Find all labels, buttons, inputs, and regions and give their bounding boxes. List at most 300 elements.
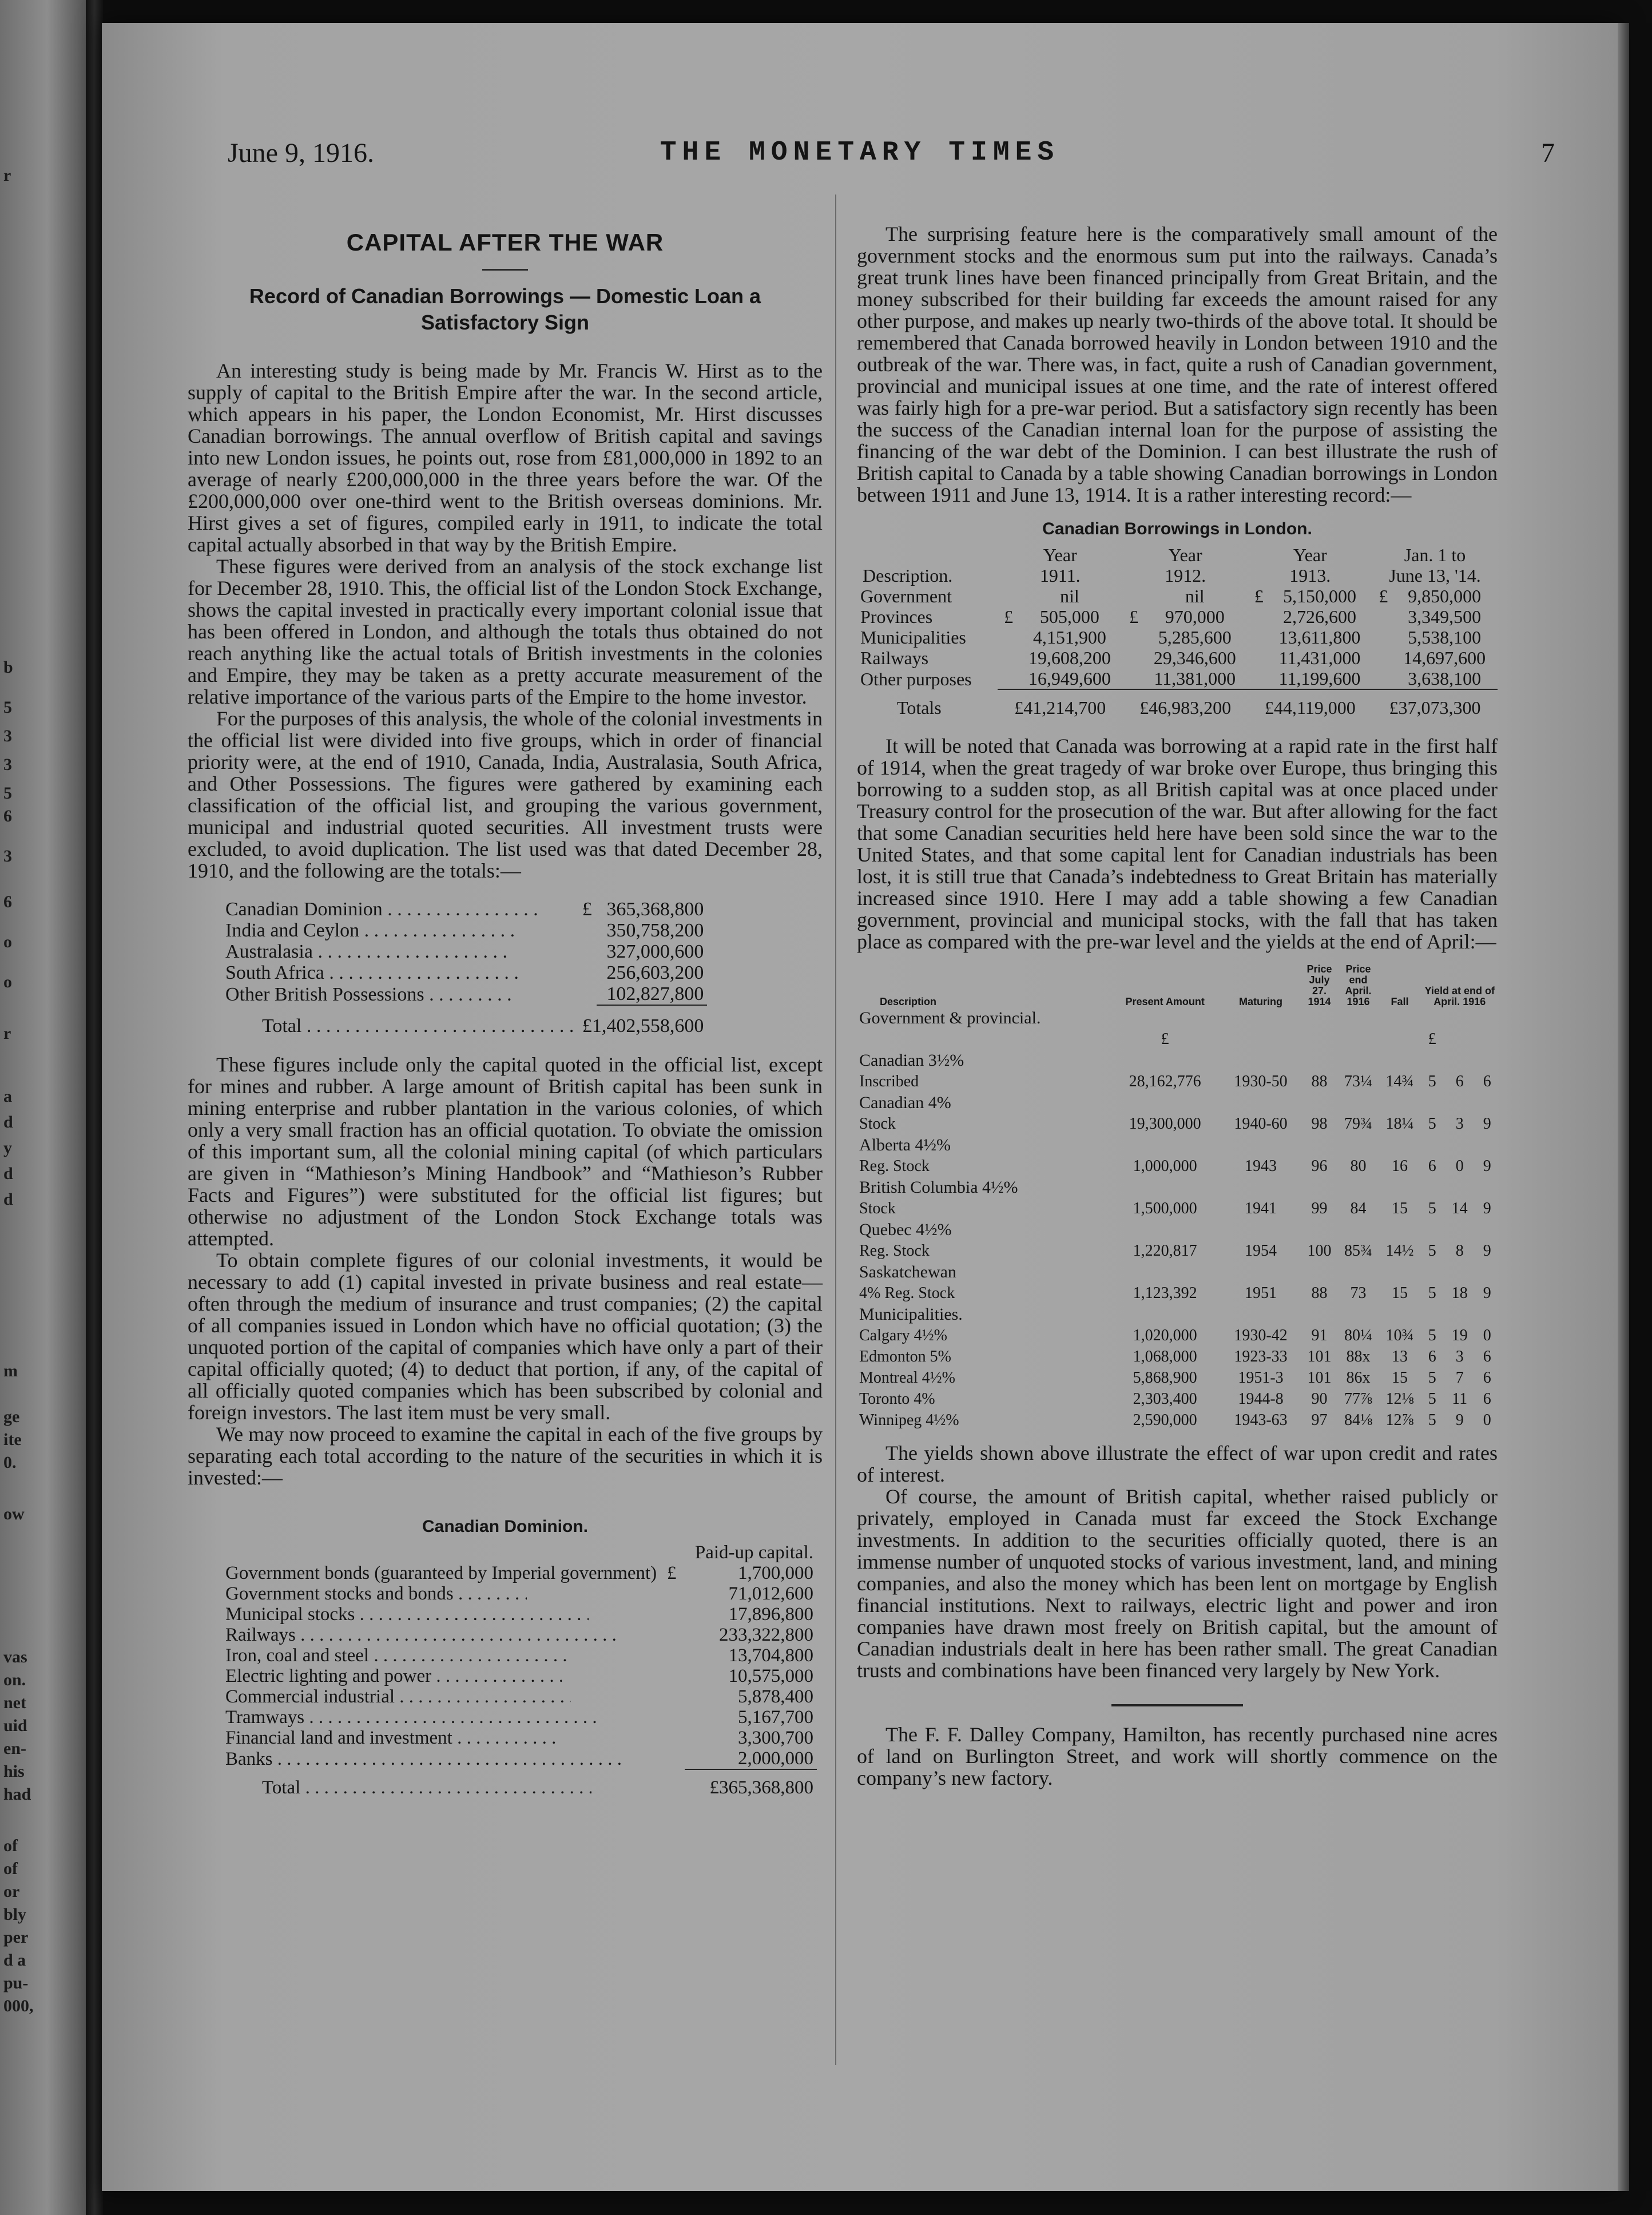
margin-fragment: uid — [3, 1716, 27, 1735]
currency-sign — [1372, 648, 1391, 668]
page-number: 7 — [1541, 138, 1555, 168]
cell-p1916 — [1339, 1177, 1378, 1198]
cell-maturing: 1951 — [1245, 1284, 1277, 1302]
dominion-capital-table — [222, 1542, 817, 1798]
table-row — [857, 1240, 1498, 1261]
currency-sign: £ — [1254, 586, 1264, 606]
cell-yield — [1422, 1219, 1443, 1240]
cell-p1916: 85¾ — [1344, 1242, 1372, 1260]
currency-row — [857, 1029, 1498, 1050]
table-row — [857, 1050, 1498, 1071]
margin-fragment: of — [3, 1836, 18, 1855]
cell-maturing — [1222, 1177, 1300, 1198]
table-row — [222, 920, 707, 941]
row-label: Canadian 4% — [859, 1093, 951, 1112]
margin-fragment: 5 — [3, 698, 12, 717]
currency-sign — [998, 627, 1016, 648]
table-row — [857, 606, 1498, 627]
article-subheadline: Record of Canadian Borrowings — Domestic Loan a Satisfactory Sign — [249, 284, 761, 334]
cell-p1914 — [1300, 1050, 1339, 1071]
currency-sign: £ — [1129, 606, 1138, 627]
cell-p1914: 99 — [1311, 1200, 1328, 1217]
cell-amount: 1,000,000 — [1133, 1157, 1197, 1175]
cell-amount — [1109, 1304, 1222, 1325]
cell-maturing: 1930-50 — [1234, 1073, 1288, 1090]
cell-yield: 5 — [1428, 1284, 1436, 1302]
total-label: Total . . . — [222, 1777, 664, 1798]
currency-sign — [1248, 627, 1267, 648]
currency-sign — [1123, 586, 1142, 606]
cell-maturing — [1222, 1304, 1300, 1325]
currency-sign: £ — [582, 899, 592, 920]
margin-fragment: d — [3, 1190, 13, 1209]
table-row — [857, 648, 1498, 668]
cell-yield — [1443, 1092, 1477, 1113]
currency-sign — [1123, 627, 1142, 648]
cell-yield: 6 — [1428, 1157, 1436, 1175]
cell-p1914 — [1300, 1304, 1339, 1325]
table-row — [222, 1625, 817, 1645]
cell-yield: 5 — [1428, 1073, 1436, 1090]
newspaper-page — [102, 23, 1618, 2191]
cell-yield: 8 — [1455, 1242, 1464, 1260]
cell-value: 14,697,600 — [1403, 648, 1486, 668]
margin-fragment: per — [3, 1928, 29, 1947]
margin-fragment: had — [3, 1785, 31, 1804]
cell-amount: 2,590,000 — [1133, 1411, 1197, 1429]
masthead: THE MONETARY TIMES — [660, 137, 1060, 168]
margin-fragment: 3 — [3, 727, 12, 745]
column-header: Jan. 1 to — [1404, 545, 1466, 565]
cell-p1916: 80¼ — [1344, 1327, 1372, 1344]
row-label: Quebec 4½% — [859, 1220, 952, 1239]
row-label: Commercial industrial . . . — [222, 1686, 664, 1707]
cell-maturing: 1944-8 — [1238, 1390, 1284, 1408]
cell-yield — [1422, 1134, 1443, 1156]
table-row — [857, 1304, 1498, 1325]
table-row — [857, 668, 1498, 689]
cell-p1916 — [1339, 1092, 1378, 1113]
cell-value: 5,285,600 — [1158, 627, 1232, 648]
row-value: 1,700,000 — [738, 1563, 813, 1583]
cell-amount: 1,500,000 — [1133, 1200, 1197, 1217]
margin-fragment: his — [3, 1762, 25, 1781]
column-header: Paid-up capital. — [694, 1542, 813, 1563]
row-label: Other British Possessions . . . — [222, 983, 579, 1005]
cell-value: 4,151,900 — [1032, 627, 1106, 648]
cell-yield — [1477, 1219, 1498, 1240]
paragraph: These figures include only the capital quoted in the official list, except for mines and rubber. A large amount of British capital has been sunk in mining enterprise and rubber plantation in the various colonies, of which only a very small fraction has an official quotation. To obviate the omission of this important sum, all the colonial mining capital (of which particulars are given in “Mathieson’s Mining Handbook” and “Mathieson’s Rubber Facts and Figures”) were substituted for the official list figures; but otherwise no adjustment of the London Stock Exchange totals was attempted. — [188, 1053, 823, 1250]
cell-yield — [1443, 1304, 1477, 1325]
cell-p1914 — [1300, 1092, 1339, 1113]
paragraph: Of course, the amount of British capital, whether raised publicly or privately, employed in Canada must far exceed the Stock Exchange investments. In addition to the securities officially quoted, there is an immense number of unquoted stocks of various investment, land, and mining companies, and also the money which has been lent on mortgage by English financial institutions. Next to railways, electric light and power and iron companies have drawn most freely on British capital, but the amount of Canadian industrials dealt in here has been rather small. The great Canadian trusts and combinations have been financed very largely by New York. — [857, 1485, 1498, 1682]
margin-fragment: m — [3, 1361, 18, 1380]
cell-yield — [1422, 1092, 1443, 1113]
currency-sign — [1123, 648, 1142, 668]
row-value: 71,012,600 — [728, 1583, 813, 1604]
previous-page-margin — [0, 0, 86, 2215]
borrowings-table — [857, 545, 1498, 718]
cell-p1916: 84⅛ — [1344, 1411, 1372, 1429]
cell-fall — [1378, 1050, 1422, 1071]
colonial-totals-table — [222, 899, 707, 1037]
margin-fragment: 5 — [3, 784, 12, 803]
paragraph: The yields shown above illustrate the effect of war upon credit and rates of interest. — [857, 1442, 1498, 1486]
row-label: Municipal stocks . . . — [222, 1604, 664, 1625]
currency-sign: £ — [1379, 586, 1388, 606]
row-label: Government & provincial. — [859, 1009, 1041, 1027]
margin-fragment: bly — [3, 1905, 27, 1924]
cell-fall: 14½ — [1385, 1242, 1414, 1260]
paragraph: An interesting study is being made by Mr. Francis W. Hirst as to the supply of capital to the British Empire after the war. In the second article, which appears in his paper, the London Economist, Mr. Hirst discusses Canadian borrowings. The annual overflow of British capital and savings into new London issues, he points out, rose from £81,000,000 in 1892 to an average of nearly £200,000,000 in the three years before the war. Of the £200,000,000 over one-third went to the British overseas dominions. Mr. Hirst gives a set of figures, compiled early in 1911, to indicate the total capital actually absorbed in that way by the British Empire. — [188, 359, 823, 556]
table-row — [857, 1007, 1498, 1029]
borrowings-table-title: Canadian Borrowings in London. — [1042, 519, 1312, 538]
column-header: Description. — [863, 565, 953, 586]
margin-fragment: en- — [3, 1739, 26, 1758]
cell-yield: 5 — [1428, 1390, 1436, 1408]
currency-sign — [1248, 668, 1267, 689]
row-label: Toronto 4% — [859, 1390, 935, 1408]
row-value: 5,167,700 — [738, 1707, 813, 1728]
headline-rule — [482, 269, 528, 271]
currency-sign — [1248, 606, 1267, 627]
column-header: June 13, '14. — [1389, 565, 1481, 586]
margin-fragment: o — [3, 972, 12, 991]
margin-fragment: or — [3, 1882, 20, 1901]
table-row — [857, 1283, 1498, 1304]
cell-yield — [1443, 1050, 1477, 1071]
cell-fall: 16 — [1392, 1157, 1408, 1175]
cell-p1916 — [1339, 1007, 1378, 1029]
table-row — [222, 1728, 817, 1748]
margin-fragment: of — [3, 1859, 18, 1878]
currency-sign — [1372, 606, 1391, 627]
row-label: Alberta 4½% — [859, 1136, 951, 1154]
cell-yield: 9 — [1455, 1411, 1464, 1429]
row-label: Municipalities. — [859, 1305, 963, 1324]
left-column — [188, 223, 823, 1798]
table-row — [857, 1367, 1498, 1388]
cell-yield — [1477, 1177, 1498, 1198]
row-label: Financial land and investment . . . — [222, 1728, 664, 1748]
row-label: Government — [860, 586, 952, 606]
cell-yield — [1443, 1177, 1477, 1198]
cell-p1914: 91 — [1311, 1327, 1328, 1344]
cell-value: 5,150,000 — [1282, 586, 1356, 606]
table-row — [857, 627, 1498, 648]
paragraph: It will be noted that Canada was borrowing at a rapid rate in the first half of 1914, when the great tragedy of war broke over Europe, thus bringing this borrowing to a sudden stop, as all British capital was at once placed under Treasury control for the prosecution of the war. But after allowing for the fact that some Canadian securities held here have been sold since the war to the United States, and that some capital lent for Canadian industrials has been lost, it is still true that Canada’s indebtedness to Great Britain has materially increased since 1910. Here I may add a table showing a few Canadian government, provincial and municipal stocks, with the fall that has taken place as compared with the pre-war level and the yields at the end of April:— — [857, 735, 1498, 953]
cell-yield: 9 — [1483, 1200, 1491, 1217]
cell-p1916: 77⅞ — [1344, 1390, 1372, 1408]
total-value: £37,073,300 — [1389, 697, 1481, 718]
row-label: South Africa . . . — [222, 962, 579, 983]
cell-p1916 — [1339, 1261, 1378, 1283]
row-value: 365,368,800 — [606, 899, 704, 920]
cell-value: 16,949,600 — [1028, 668, 1111, 689]
column-header: Price July 27. 1914 — [1306, 963, 1332, 1007]
table-row — [857, 1071, 1498, 1092]
margin-fragment: pu- — [3, 1974, 29, 1992]
row-value: 2,000,000 — [738, 1748, 813, 1769]
cell-amount: 19,300,000 — [1129, 1115, 1201, 1133]
cell-fall: 15 — [1392, 1200, 1408, 1217]
row-label: Inscribed — [859, 1073, 919, 1090]
currency-sign — [998, 586, 1016, 606]
row-label: Saskatchewan — [859, 1263, 956, 1281]
currency-sign: £ — [1161, 1030, 1169, 1048]
table-row — [857, 586, 1498, 606]
table-row — [222, 941, 707, 962]
cell-amount: 1,020,000 — [1133, 1327, 1197, 1344]
section-separator — [1111, 1704, 1243, 1706]
cell-maturing: 1940-60 — [1234, 1115, 1288, 1133]
table-row — [857, 1219, 1498, 1240]
row-label: Government stocks and bonds . . . — [222, 1583, 664, 1604]
cell-value: 11,381,000 — [1154, 668, 1236, 689]
row-value: 102,827,800 — [606, 983, 704, 1005]
cell-maturing — [1222, 1092, 1300, 1113]
column-header: Price end April. 1916 — [1345, 963, 1372, 1007]
row-value: 17,896,800 — [728, 1604, 813, 1625]
cell-p1916: 84 — [1350, 1200, 1367, 1217]
cell-maturing — [1222, 1050, 1300, 1071]
table-row — [857, 1134, 1498, 1156]
column-header: Present Amount — [1125, 996, 1205, 1007]
cell-maturing: 1941 — [1245, 1200, 1277, 1217]
cell-fall: 14¾ — [1385, 1073, 1414, 1090]
dalley-note: The F. F. Dalley Company, Hamilton, has recently purchased nine acres of land on Burlington Street, and work will shortly commence on the company’s new factory. — [857, 1723, 1498, 1789]
article-headline: CAPITAL AFTER THE WAR — [346, 229, 664, 256]
table-row — [222, 1666, 817, 1686]
cell-yield — [1422, 1007, 1443, 1029]
cell-yield: 19 — [1451, 1327, 1468, 1344]
cell-fall: 12⅞ — [1385, 1411, 1414, 1429]
cell-p1916: 73¼ — [1344, 1073, 1372, 1090]
cell-yield — [1477, 1261, 1498, 1283]
cell-yield: 6 — [1428, 1348, 1436, 1365]
paragraph: The surprising feature here is the comparatively small amount of the government stocks and the enormous sum put into the railways. Canada’s great trunk lines have been financed principally from Great Britain, and the money subscribed for their building far exceeds the amount raised for any other purpose, and makes up nearly two-thirds of the above total. It should be remembered that Canada borrowed heavily in London between 1910 and the outbreak of the war. There was, in fact, quite a rush of Canadian government, provincial and municipal issues at one time, and the rate of interest offered was fairly high for a pre-war period. But a satisfactory sign recently has been the success of the Canadian internal loan for the purpose of assisting the financing of the war debt of the Dominion. I can best illustrate the rush of British capital to Canada by a table showing Canadian borrowings in London between 1911 and June 13, 1914. It is a rather interesting record:— — [857, 223, 1498, 506]
currency-sign — [1123, 668, 1142, 689]
currency-sign: £ — [1004, 606, 1014, 627]
row-value: 256,603,200 — [606, 962, 704, 983]
cell-p1914: 100 — [1307, 1242, 1332, 1260]
cell-fall: 13 — [1392, 1348, 1408, 1365]
cell-yield: 6 — [1483, 1348, 1491, 1365]
margin-fragment: d — [3, 1164, 13, 1183]
column-header: Year — [1293, 545, 1327, 565]
currency-sign — [1372, 668, 1391, 689]
issue-date: June 9, 1916. — [228, 138, 374, 168]
cell-maturing — [1222, 1007, 1300, 1029]
cell-p1914 — [1300, 1134, 1339, 1156]
currency-sign — [1248, 648, 1267, 668]
table-total-row — [222, 1015, 707, 1037]
cell-amount — [1109, 1007, 1222, 1029]
total-value: £365,368,800 — [709, 1777, 813, 1798]
row-value: 3,300,700 — [738, 1728, 813, 1748]
row-value: 13,704,800 — [728, 1645, 813, 1666]
table-total-row — [857, 697, 1498, 718]
cell-yield — [1443, 1134, 1477, 1156]
cell-p1914: 101 — [1307, 1369, 1332, 1387]
cell-maturing — [1222, 1219, 1300, 1240]
cell-p1914: 98 — [1311, 1115, 1328, 1133]
margin-fragment: 3 — [3, 847, 12, 866]
row-value: 10,575,000 — [728, 1666, 813, 1686]
table-row — [857, 1092, 1498, 1113]
cell-value: 13,611,800 — [1278, 627, 1361, 648]
cell-fall — [1378, 1092, 1422, 1113]
paragraph: For the purposes of this analysis, the whole of the colonial investments in the official list were divided into five groups, which in order of financial priority were, at the end of 1910, Canada, India, Australasia, South Africa, and Other Possessions. The figures were gathered by examining each classification of the official list, and grouping the various government, municipal and industrial quoted securities. All investment trusts were excluded, to avoid duplication. The list used was that dated December 28, 1910, and the following are the totals:— — [188, 707, 823, 882]
cell-yield — [1422, 1261, 1443, 1283]
margin-fragment: d a — [3, 1951, 26, 1970]
cell-fall: 10¾ — [1385, 1327, 1414, 1344]
cell-maturing: 1930-42 — [1234, 1327, 1288, 1344]
cell-yield: 9 — [1483, 1115, 1491, 1133]
margin-fragment: 000, — [3, 1996, 34, 2015]
column-header: Maturing — [1239, 996, 1283, 1007]
paragraph: To obtain complete figures of our colonial investments, it would be necessary to add (1) capital invested in private business and real estate—often through the medium of insurance and trust companies; (2) the capital of all companies issued in London which have no official quotation; (3) the unquoted portion of the capital of companies which have only a part of their capital officially quoted; (4) to deduct that portion, if any, of the capital of all officially quoted companies which has been subscribed by colonial and foreign investors. The last item must be very small. — [188, 1249, 823, 1424]
margin-fragment: ite — [3, 1430, 22, 1449]
row-value: 350,758,200 — [606, 920, 704, 941]
cell-p1916 — [1339, 1304, 1378, 1325]
cell-yield: 6 — [1455, 1073, 1464, 1090]
currency-sign — [998, 668, 1016, 689]
cell-p1914 — [1300, 1007, 1339, 1029]
margin-fragment: 6 — [3, 892, 12, 911]
cell-value: 11,199,600 — [1278, 668, 1361, 689]
margin-fragment: o — [3, 932, 12, 951]
cell-yield — [1422, 1304, 1443, 1325]
cell-yield: 5 — [1428, 1327, 1436, 1344]
row-label: India and Ceylon . . . — [222, 920, 579, 941]
cell-value: 19,608,200 — [1028, 648, 1111, 668]
table-row — [222, 1563, 817, 1583]
cell-yield — [1477, 1304, 1498, 1325]
cell-yield: 6 — [1483, 1073, 1491, 1090]
cell-p1916 — [1339, 1134, 1378, 1156]
cell-value: 11,431,000 — [1278, 648, 1361, 668]
table-row — [857, 1198, 1498, 1219]
cell-value: 970,000 — [1165, 606, 1225, 627]
currency-sign — [1372, 627, 1391, 648]
cell-value: 3,638,100 — [1408, 668, 1482, 689]
cell-amount: 1,068,000 — [1133, 1348, 1197, 1365]
cell-fall — [1378, 1261, 1422, 1283]
row-value: 233,322,800 — [719, 1625, 813, 1645]
cell-yield: 0 — [1483, 1411, 1491, 1429]
row-label: Calgary 4½% — [859, 1327, 947, 1344]
currency-sign: £ — [1428, 1030, 1436, 1048]
table-row — [857, 1388, 1498, 1410]
cell-value: 2,726,600 — [1282, 606, 1356, 627]
cell-value: 3,349,500 — [1408, 606, 1482, 627]
cell-fall — [1378, 1177, 1422, 1198]
table-row — [222, 962, 707, 983]
cell-p1914: 97 — [1311, 1411, 1328, 1429]
paragraph: We may now proceed to examine the capital in each of the five groups by separating each total according to the nature of the securities in which it is invested:— — [188, 1423, 823, 1489]
cell-yield: 18 — [1451, 1284, 1468, 1302]
margin-fragment: r — [3, 166, 11, 185]
cell-yield: 5 — [1428, 1242, 1436, 1260]
row-label: Tramways . . . — [222, 1707, 664, 1728]
book-binding — [86, 0, 103, 2215]
cell-value: nil — [1185, 586, 1205, 606]
cell-maturing: 1923-33 — [1234, 1348, 1288, 1365]
cell-yield — [1477, 1007, 1498, 1029]
cell-p1916: 88x — [1346, 1348, 1371, 1365]
cell-p1914 — [1300, 1177, 1339, 1198]
cell-amount — [1109, 1177, 1222, 1198]
cell-yield — [1422, 1177, 1443, 1198]
cell-p1916: 73 — [1350, 1284, 1367, 1302]
cell-fall: 15 — [1392, 1369, 1408, 1387]
cell-yield — [1477, 1092, 1498, 1113]
margin-fragment: a — [3, 1087, 12, 1106]
table-row — [857, 1410, 1498, 1431]
cell-yield: 0 — [1483, 1327, 1491, 1344]
table-row — [222, 1604, 817, 1625]
cell-value: 29,346,600 — [1153, 648, 1236, 668]
row-label: Banks . . . — [222, 1748, 664, 1769]
row-label: Australasia . . . — [222, 941, 579, 962]
cell-yield: 11 — [1452, 1390, 1468, 1408]
cell-amount: 1,220,817 — [1133, 1242, 1197, 1260]
cell-fall — [1378, 1304, 1422, 1325]
column-header: 1913. — [1289, 565, 1331, 586]
cell-amount: 1,123,392 — [1133, 1284, 1197, 1302]
cell-yield: 5 — [1428, 1200, 1436, 1217]
cell-yield: 9 — [1483, 1284, 1491, 1302]
table-row — [857, 1261, 1498, 1283]
cell-amount — [1109, 1134, 1222, 1156]
cell-yield: 7 — [1455, 1369, 1464, 1387]
cell-fall — [1378, 1007, 1422, 1029]
margin-fragment: d — [3, 1113, 13, 1132]
cell-p1914 — [1300, 1261, 1339, 1283]
cell-p1916: 86x — [1346, 1369, 1371, 1387]
cell-p1916 — [1339, 1050, 1378, 1071]
margin-fragment: y — [3, 1138, 12, 1157]
currency-sign — [998, 648, 1016, 668]
currency-sign: £ — [667, 1563, 677, 1583]
page-edge — [1618, 23, 1629, 2191]
cell-fall: 15 — [1392, 1284, 1408, 1302]
total-value: £41,214,700 — [1014, 697, 1106, 718]
table-row — [222, 1748, 817, 1769]
row-label: Electric lighting and power . . . — [222, 1666, 664, 1686]
column-header: 1911. — [1039, 565, 1081, 586]
table-row — [857, 1177, 1498, 1198]
cell-yield — [1477, 1134, 1498, 1156]
stock-yield-table — [857, 964, 1498, 1431]
column-header: Yield at end of April. 1916 — [1424, 985, 1495, 1007]
row-label: Iron, coal and steel . . . — [222, 1645, 664, 1666]
cell-yield — [1443, 1219, 1477, 1240]
cell-maturing — [1222, 1261, 1300, 1283]
cell-p1914: 88 — [1311, 1284, 1328, 1302]
cell-maturing: 1943-63 — [1234, 1411, 1288, 1429]
row-label: Stock — [859, 1200, 896, 1217]
cell-p1916: 79¾ — [1344, 1115, 1372, 1133]
cell-yield: 3 — [1455, 1348, 1464, 1365]
cell-amount — [1109, 1219, 1222, 1240]
row-label: British Columbia 4½% — [859, 1178, 1018, 1197]
cell-yield: 5 — [1428, 1411, 1436, 1429]
margin-fragment: r — [3, 1024, 11, 1043]
table-row — [857, 1325, 1498, 1346]
cell-yield: 9 — [1483, 1242, 1491, 1260]
